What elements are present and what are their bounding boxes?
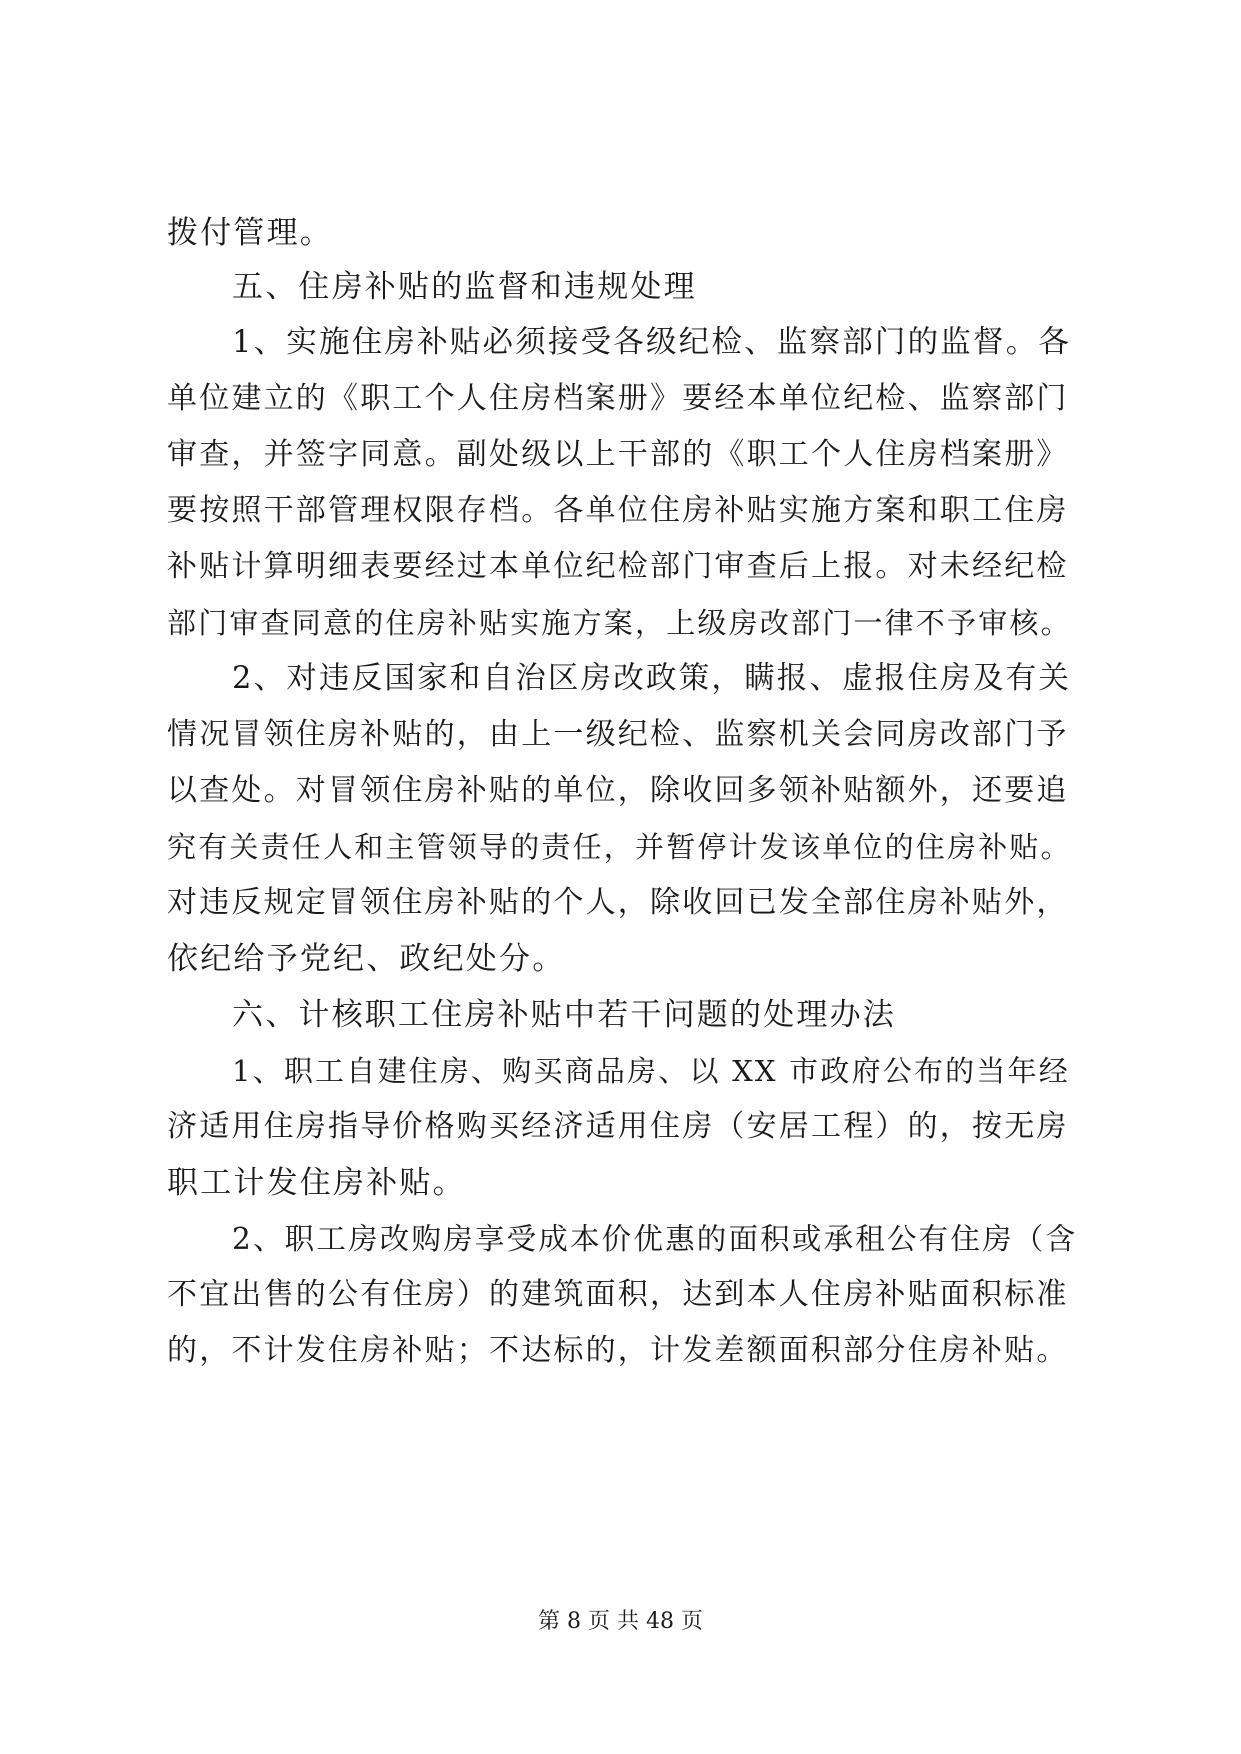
text-line: 拨付管理。 (167, 215, 333, 251)
text-line: 情况冒领住房补贴的，由上一级纪检、监察机关会同房改部门予 (167, 717, 1069, 752)
page-number: 第 8 页 共 48 页 (538, 1609, 703, 1634)
text-line: 以查处。对冒领住房补贴的单位，除收回多领补贴额外，还要追 (167, 773, 1069, 808)
text-line: 依纪给予党纪、政纪处分。 (167, 941, 566, 977)
text-line: 究有关责任人和主管领导的责任，并暂停计发该单位的住房补贴。 (167, 830, 1072, 864)
section-heading: 五、住房补贴的监督和违规处理 (232, 269, 697, 305)
text-line: 2、对违反国家和自治区房改政策，瞒报、虚报住房及有关 (232, 661, 1072, 696)
text-line: 对违反规定冒领住房补贴的个人，除收回已发全部住房补贴外， (167, 885, 1069, 920)
text-line: 部门审查同意的住房补贴实施方案，上级房改部门一律不予审核。 (167, 606, 1072, 640)
text-line: 1、实施住房补贴必须接受各级纪检、监察部门的监督。各 (232, 325, 1072, 360)
section-heading: 六、计核职工住房补贴中若干问题的处理办法 (232, 997, 896, 1033)
text-line: 职工计发住房补贴。 (167, 1165, 466, 1201)
text-line: 审查，并签字同意。副处级以上干部的《职工个人住房档案册》 (167, 437, 1069, 472)
text-line: 补贴计算明细表要经过本单位纪检部门审查后上报。对未经纪检 (167, 549, 1069, 584)
text-line: 的，不计发住房补贴；不达标的，计发差额面积部分住房补贴。 (167, 1333, 1069, 1368)
text-line: 要按照干部管理权限存档。各单位住房补贴实施方案和职工住房 (167, 493, 1069, 528)
text-line: 不宜出售的公有住房）的建筑面积，达到本人住房补贴面积标准 (167, 1277, 1069, 1312)
text-line: 济适用住房指导价格购买经济适用住房（安居工程）的，按无房 (167, 1109, 1069, 1144)
text-line: 2、职工房改购房享受成本价优惠的面积或承租公有住房（含 (232, 1222, 1078, 1256)
text-line: 1、职工自建住房、购买商品房、以 XX 市政府公布的当年经 (232, 1054, 1070, 1088)
text-line: 单位建立的《职工个人住房档案册》要经本单位纪检、监察部门 (167, 381, 1069, 416)
